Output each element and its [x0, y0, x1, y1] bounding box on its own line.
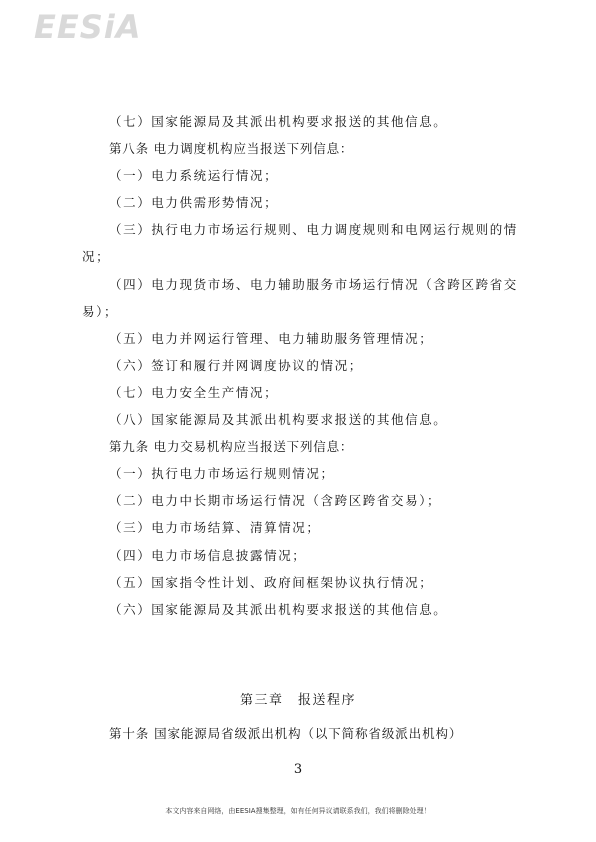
eesia-watermark-logo: EESiA — [34, 8, 142, 46]
article-9-item-5: （五）国家指令性计划、政府间框架协议执行情况； — [109, 574, 434, 590]
article-9-item-1: （一）执行电力市场运行规则情况； — [109, 466, 335, 482]
article-8-heading: 第八条 电力调度机构应当报送下列信息： — [109, 141, 354, 157]
article-8-item-8: （八）国家能源局及其派出机构要求报送的其他信息。 — [109, 412, 448, 428]
item-7-other-info: （七）国家能源局及其派出机构要求报送的其他信息。 — [109, 114, 448, 129]
article-9-heading: 第九条 电力交易机构应当报送下列信息： — [109, 439, 354, 455]
page-number: 3 — [293, 762, 303, 777]
footer-notice: 本文内容来自网络，由EESIA搜集整理，如有任何异议请联系我们，我们将删除处理！ — [165, 807, 431, 815]
article-9-item-2: （二）电力中长期市场运行情况（含跨区跨省交易）； — [109, 493, 442, 509]
document-body — [82, 108, 522, 623]
article-8-item-4: （四）电力现货市场、电力辅助服务市场运行情况（含跨区跨省交易）； — [82, 276, 518, 319]
article-9-item-4: （四）电力市场信息披露情况； — [109, 547, 307, 563]
chapter-3-heading: 第三章 报送程序 — [239, 693, 356, 708]
article-8-item-5: （五）电力并网运行管理、电力辅助服务管理情况； — [109, 330, 434, 346]
article-8-item-1: （一）电力系统运行情况； — [109, 168, 279, 184]
article-8-item-3: （三）执行电力市场运行规则、电力调度规则和电网运行规则的情况； — [82, 222, 518, 265]
article-8-item-6: （六）签订和履行并网调度协议的情况； — [109, 357, 363, 373]
article-8-item-7: （七）电力安全生产情况； — [109, 384, 279, 400]
article-10-paragraph: 第十条 国家能源局省级派出机构（以下简称省级派出机构） — [109, 726, 463, 741]
article-9-item-6: （六）国家能源局及其派出机构要求报送的其他信息。 — [109, 601, 448, 617]
article-9-item-3: （三）电力市场结算、清算情况； — [109, 520, 321, 536]
article-8-item-2: （二）电力供需形势情况； — [109, 195, 279, 211]
